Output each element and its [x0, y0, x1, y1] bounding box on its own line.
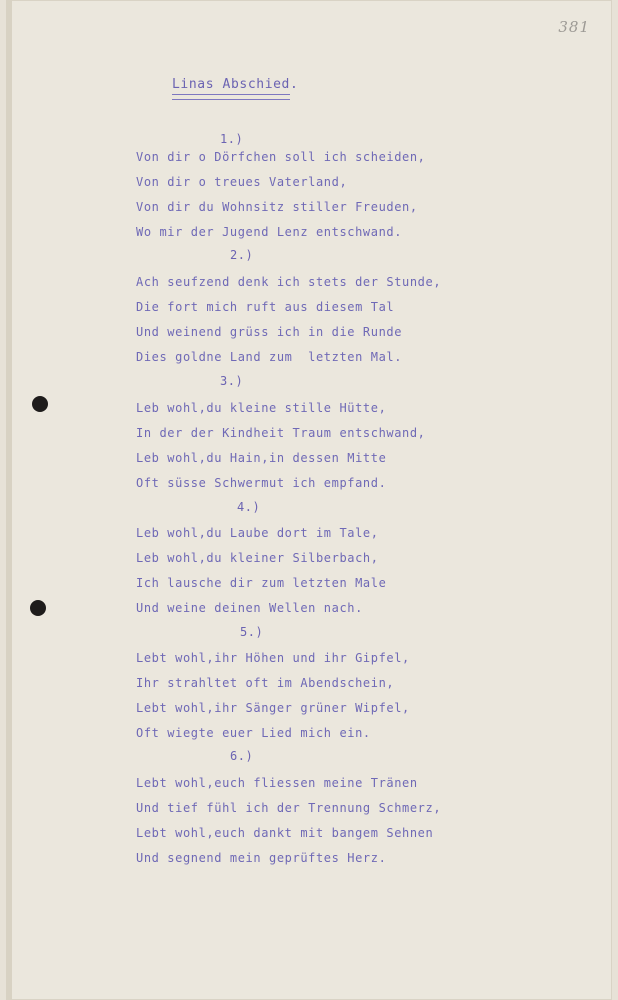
page-number: 381	[558, 18, 590, 36]
verse-line: Leb wohl,du kleiner Silberbach,	[136, 551, 379, 565]
verse-line: Von dir o treues Vaterland,	[136, 175, 348, 189]
verse-line: Leb wohl,du Hain,in dessen Mitte	[136, 451, 387, 465]
verse-line: Und weine deinen Wellen nach.	[136, 601, 363, 615]
punch-hole	[30, 600, 46, 616]
verse-line: Wo mir der Jugend Lenz entschwand.	[136, 225, 403, 239]
verse-line: Die fort mich ruft aus diesem Tal	[136, 300, 395, 314]
stanza-number: 3.)	[220, 374, 244, 388]
verse-line: Lebt wohl,euch dankt mit bangem Sehnen	[136, 826, 434, 840]
document-page	[6, 0, 612, 1000]
verse-line: Und tief fühl ich der Trennung Schmerz,	[136, 801, 442, 815]
verse-line: Ich lausche dir zum letzten Male	[136, 576, 387, 590]
verse-line: Dies goldne Land zum letzten Mal.	[136, 350, 403, 364]
page-edge-shadow	[6, 0, 12, 1000]
verse-line: Und weinend grüss ich in die Runde	[136, 325, 403, 339]
stanza-number: 4.)	[237, 500, 261, 514]
verse-line: Oft süsse Schwermut ich empfand.	[136, 476, 387, 490]
title-double-underline	[172, 94, 290, 100]
stanza-number: 1.)	[220, 132, 244, 146]
verse-line: Leb wohl,du kleine stille Hütte,	[136, 401, 387, 415]
verse-line: Und segnend mein geprüftes Herz.	[136, 851, 387, 865]
punch-hole	[32, 396, 48, 412]
stanza-number: 5.)	[240, 625, 264, 639]
stanza-number: 6.)	[230, 749, 254, 763]
verse-line: Lebt wohl,ihr Sänger grüner Wipfel,	[136, 701, 410, 715]
title-block	[172, 77, 298, 100]
verse-line: In der der Kindheit Traum entschwand,	[136, 426, 426, 440]
verse-line: Ach seufzend denk ich stets der Stunde,	[136, 275, 442, 289]
poem-title: Linas Abschied.	[172, 77, 299, 92]
verse-line: Oft wiegte euer Lied mich ein.	[136, 726, 371, 740]
verse-line: Von dir o Dörfchen soll ich scheiden,	[136, 150, 426, 164]
verse-line: Lebt wohl,ihr Höhen und ihr Gipfel,	[136, 651, 410, 665]
verse-line: Lebt wohl,euch fliessen meine Tränen	[136, 776, 418, 790]
verse-line: Von dir du Wohnsitz stiller Freuden,	[136, 200, 418, 214]
verse-line: Ihr strahltet oft im Abendschein,	[136, 676, 395, 690]
stanza-number: 2.)	[230, 248, 254, 262]
verse-line: Leb wohl,du Laube dort im Tale,	[136, 526, 379, 540]
